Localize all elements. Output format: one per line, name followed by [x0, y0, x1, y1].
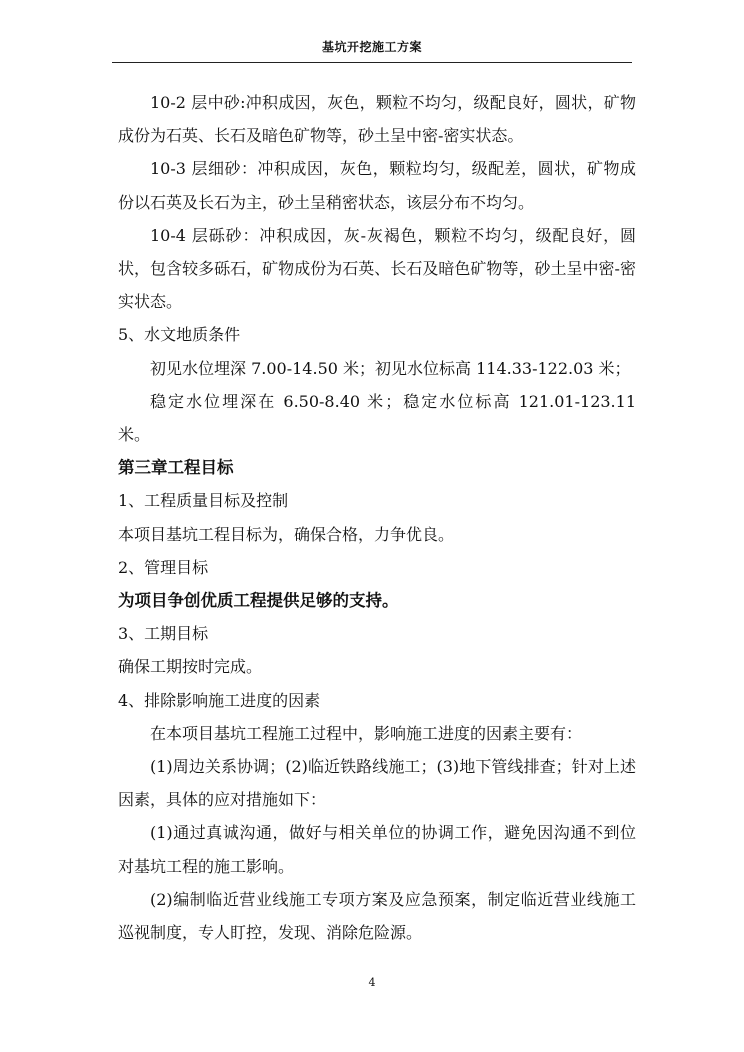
paragraph-stable-water-level: 稳定水位埋深在 6.50-8.40 米；稳定水位标高 121.01-123.11 米。 — [118, 391, 636, 445]
paragraph-schedule-factors-intro: 在本项目基坑工程施工过程中，影响施工进度的因素主要有： — [150, 723, 583, 743]
paragraph-layer-10-4: 10-4 层砾砂：冲积成因，灰-灰褐色，颗粒不均匀，级配良好，圆状，包含较多砾石，矿物成份为石英、长石及暗色矿物等，砂土呈中密-密实状态。 — [118, 225, 636, 312]
paragraph-schedule-goal: 确保工期按时完成。 — [118, 657, 263, 677]
paragraph-initial-water-level: 初见水位埋深 7.00-14.50 米；初见水位标高 114.33-122.03 米； — [150, 358, 631, 378]
paragraph-schedule-factors-list: (1)周边关系协调；(2)临近铁路线施工；(3)地下管线排查；针对上述因素，具体的应对措施如下： — [118, 757, 636, 810]
paragraph-measure-1: (1)通过真诚沟通，做好与相关单位的协调工作，避免因沟通不到位对基坑工程的施工影响。 — [118, 823, 636, 876]
paragraph-layer-10-2: 10-2 层中砂:冲积成因，灰色，颗粒不均匀，级配良好，圆状，矿物成份为石英、长石及暗色矿物等，砂土呈中密-密实状态。 — [118, 93, 636, 146]
section-heading-schedule-factors: 4、排除影响施工进度的因素 — [118, 690, 321, 710]
section-heading-hydrogeology: 5、水文地质条件 — [118, 325, 241, 345]
page-header-title: 基坑开挖施工方案 — [321, 40, 422, 54]
chapter-heading-project-goals: 第三章工程目标 — [118, 458, 234, 478]
header-divider — [112, 62, 632, 63]
paragraph-quality-goal: 本项目基坑工程目标为，确保合格，力争优良。 — [118, 524, 455, 544]
paragraph-management-goal: 为项目争创优质工程提供足够的支持。 — [118, 591, 399, 611]
section-heading-schedule-goal: 3、工期目标 — [118, 624, 209, 644]
paragraph-layer-10-3: 10-3 层细砂：冲积成因，灰色，颗粒均匀，级配差，圆状，矿物成份以石英及长石为主，砂土呈稍密状态，该层分布不均匀。 — [118, 159, 636, 212]
page-number: 4 — [368, 976, 376, 989]
paragraph-measure-2: (2)编制临近营业线施工专项方案及应急预案，制定临近营业线施工巡视制度，专人盯控，发现、消除危险源。 — [118, 889, 636, 943]
document-body — [118, 86, 636, 949]
section-heading-management-goal: 2、管理目标 — [118, 557, 209, 577]
section-heading-quality-goal: 1、工程质量目标及控制 — [118, 491, 289, 511]
